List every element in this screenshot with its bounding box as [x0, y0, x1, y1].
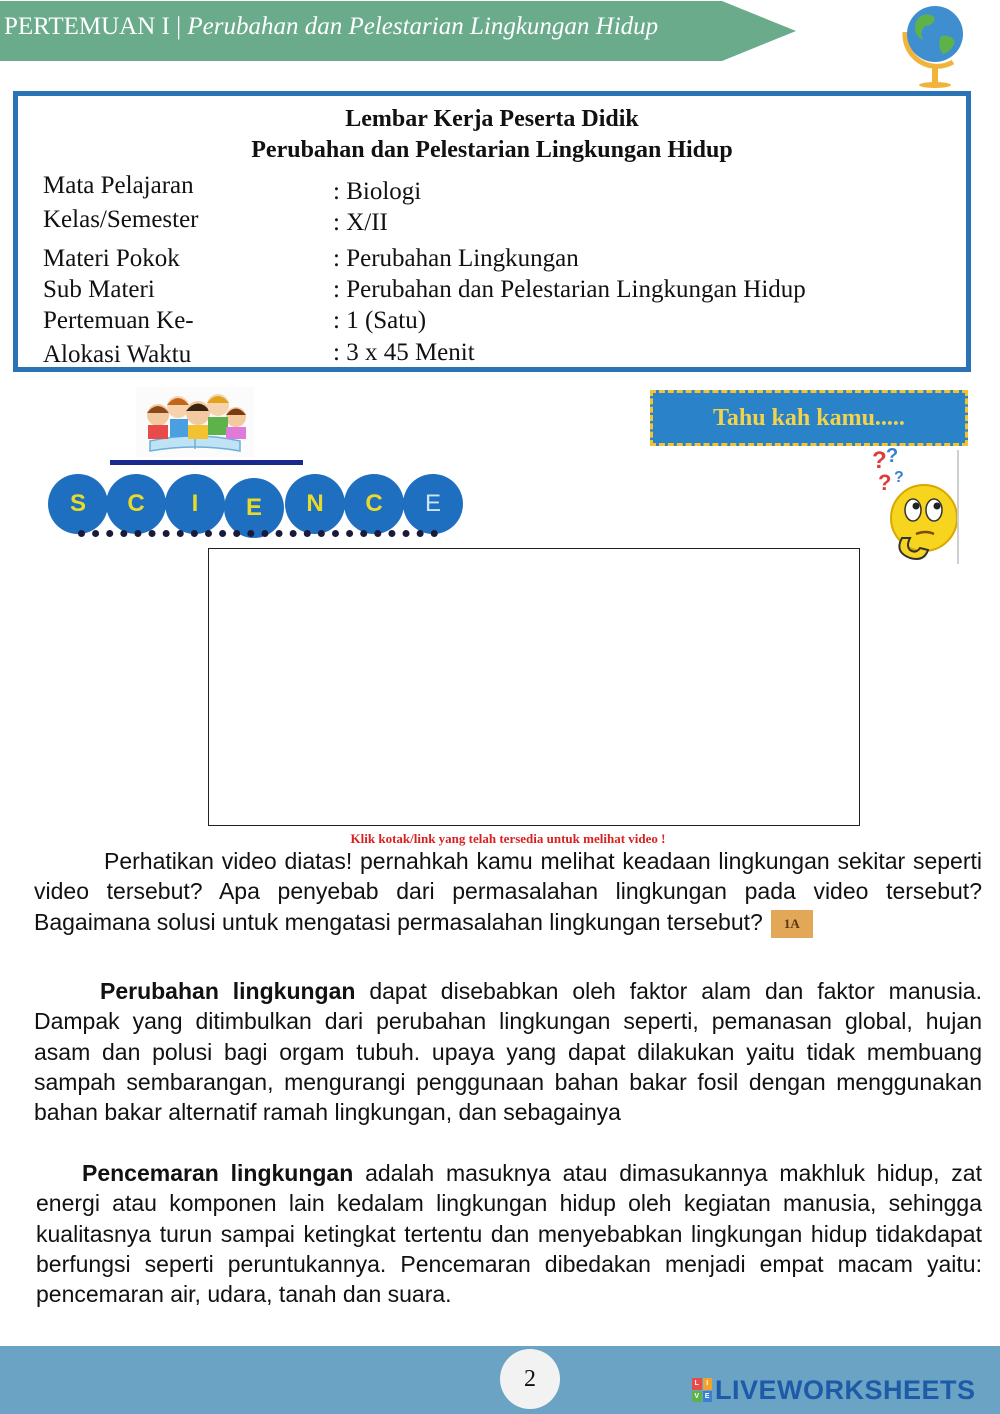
banner-subtitle: Perubahan dan Pelestarian Lingkungan Hidup — [187, 13, 659, 40]
science-letter-bubble: E — [224, 478, 284, 538]
science-letter-bubble: C — [344, 474, 404, 534]
info-label: Alokasi Waktu — [43, 341, 192, 368]
science-letter-bubble: C — [106, 474, 166, 534]
liveworksheets-brand: LIVEWORKSHEETS — [715, 1374, 976, 1405]
kids-reading-icon — [136, 387, 254, 457]
did-you-know-box — [650, 390, 968, 446]
science-word-art — [48, 474, 468, 538]
info-value: : X/II — [333, 209, 388, 236]
paragraph-perubahan — [34, 976, 982, 1127]
banner-prefix: PERTEMUAN I | — [4, 13, 182, 40]
video-frame[interactable] — [208, 548, 860, 826]
paragraph-text: adalah masuknya atau dimasukannya makhluk hidup, zat energi atau komponen lain kedalam lingkungan hidup oleh kegiatan manusia, sehingga kualitasnya turun sampai ketingkat tertentu dan menyebabkan lingkungan hidup tidakdapat berfungsi seperti peruntukannya. Pencemaran dibedakan menjadi empat macam yaitu: pencemaran air, udara, tanah dan suara. — [36, 1160, 982, 1308]
svg-text:?: ? — [886, 446, 899, 467]
science-letter-bubble: N — [285, 474, 345, 534]
globe-icon — [893, 0, 973, 88]
term-pencemaran: Pencemaran lingkungan — [82, 1160, 354, 1186]
logo-letter: V — [692, 1391, 702, 1403]
thinking-face-icon — [868, 446, 960, 566]
info-value: : Perubahan Lingkungan — [333, 245, 579, 272]
logo-letter: L — [692, 1378, 702, 1390]
science-letter-bubble: I — [165, 474, 225, 534]
science-letter-bubble: S — [48, 474, 108, 534]
info-label: Sub Materi — [43, 276, 155, 303]
science-letter-bubble: E — [403, 474, 463, 534]
logo-letter: I — [703, 1378, 713, 1390]
worksheet-info-box — [13, 91, 971, 372]
paragraph-text: dapat disebabkan oleh faktor alam dan faktor manusia. Dampak yang ditimbulkan dari perubahan lingkungan seperti, pemanasan global, hujan asam dan polusi bagi orgam tubuh. upaya yang dapat dilakukan yaitu tidak membuang sampah sembarangan, mengurangi penggunaan bahan bakar fosil dengan menggunakan bahan bakar alternatif ramah lingkungan, dan sebagainya — [34, 978, 982, 1126]
science-dotted-underline — [78, 530, 438, 537]
did-you-know-label: Tahu kah kamu..... — [713, 404, 905, 431]
answer-badge-1a[interactable]: 1A — [771, 910, 813, 938]
video-instruction: Klik kotak/link yang telah tersedia untuk melihat video ! — [350, 831, 666, 846]
liveworksheets-icon — [692, 1378, 712, 1402]
paragraph-text: Perhatikan video diatas! pernahkah kamu melihat keadaan lingkungan sekitar seperti video tersebut? Apa penyebab dari permasalahan lingkungan pada video tersebut? Bagaimana solusi untuk mengatasi permasalahan lingkungan tersebut? — [34, 848, 982, 935]
info-label: Mata Pelajaran — [43, 172, 194, 199]
banner-title — [4, 13, 658, 41]
liveworksheets-logo — [692, 1374, 976, 1406]
paragraph-pencemaran — [36, 1158, 982, 1309]
svg-text:?: ? — [894, 469, 904, 486]
worksheet-title: Lembar Kerja Peserta Didik — [345, 106, 639, 132]
page-number: 2 — [500, 1349, 560, 1409]
info-label: Pertemuan Ke- — [43, 307, 194, 334]
info-value: : Biologi — [333, 178, 422, 205]
info-value: : Perubahan dan Pelestarian Lingkungan Hidup — [333, 276, 806, 303]
info-label: Materi Pokok — [43, 245, 180, 272]
worksheet-subtitle: Perubahan dan Pelestarian Lingkungan Hidup — [251, 137, 733, 163]
term-perubahan: Perubahan lingkungan — [100, 978, 356, 1004]
header-banner — [0, 0, 800, 62]
info-value: : 3 x 45 Menit — [333, 339, 475, 366]
paragraph-question — [34, 846, 982, 938]
info-label: Kelas/Semester — [43, 206, 199, 233]
svg-text:?: ? — [878, 470, 892, 495]
kids-underline — [110, 460, 303, 465]
info-value: : 1 (Satu) — [333, 307, 427, 334]
svg-text:?: ? — [872, 447, 887, 474]
logo-letter: E — [703, 1391, 713, 1403]
